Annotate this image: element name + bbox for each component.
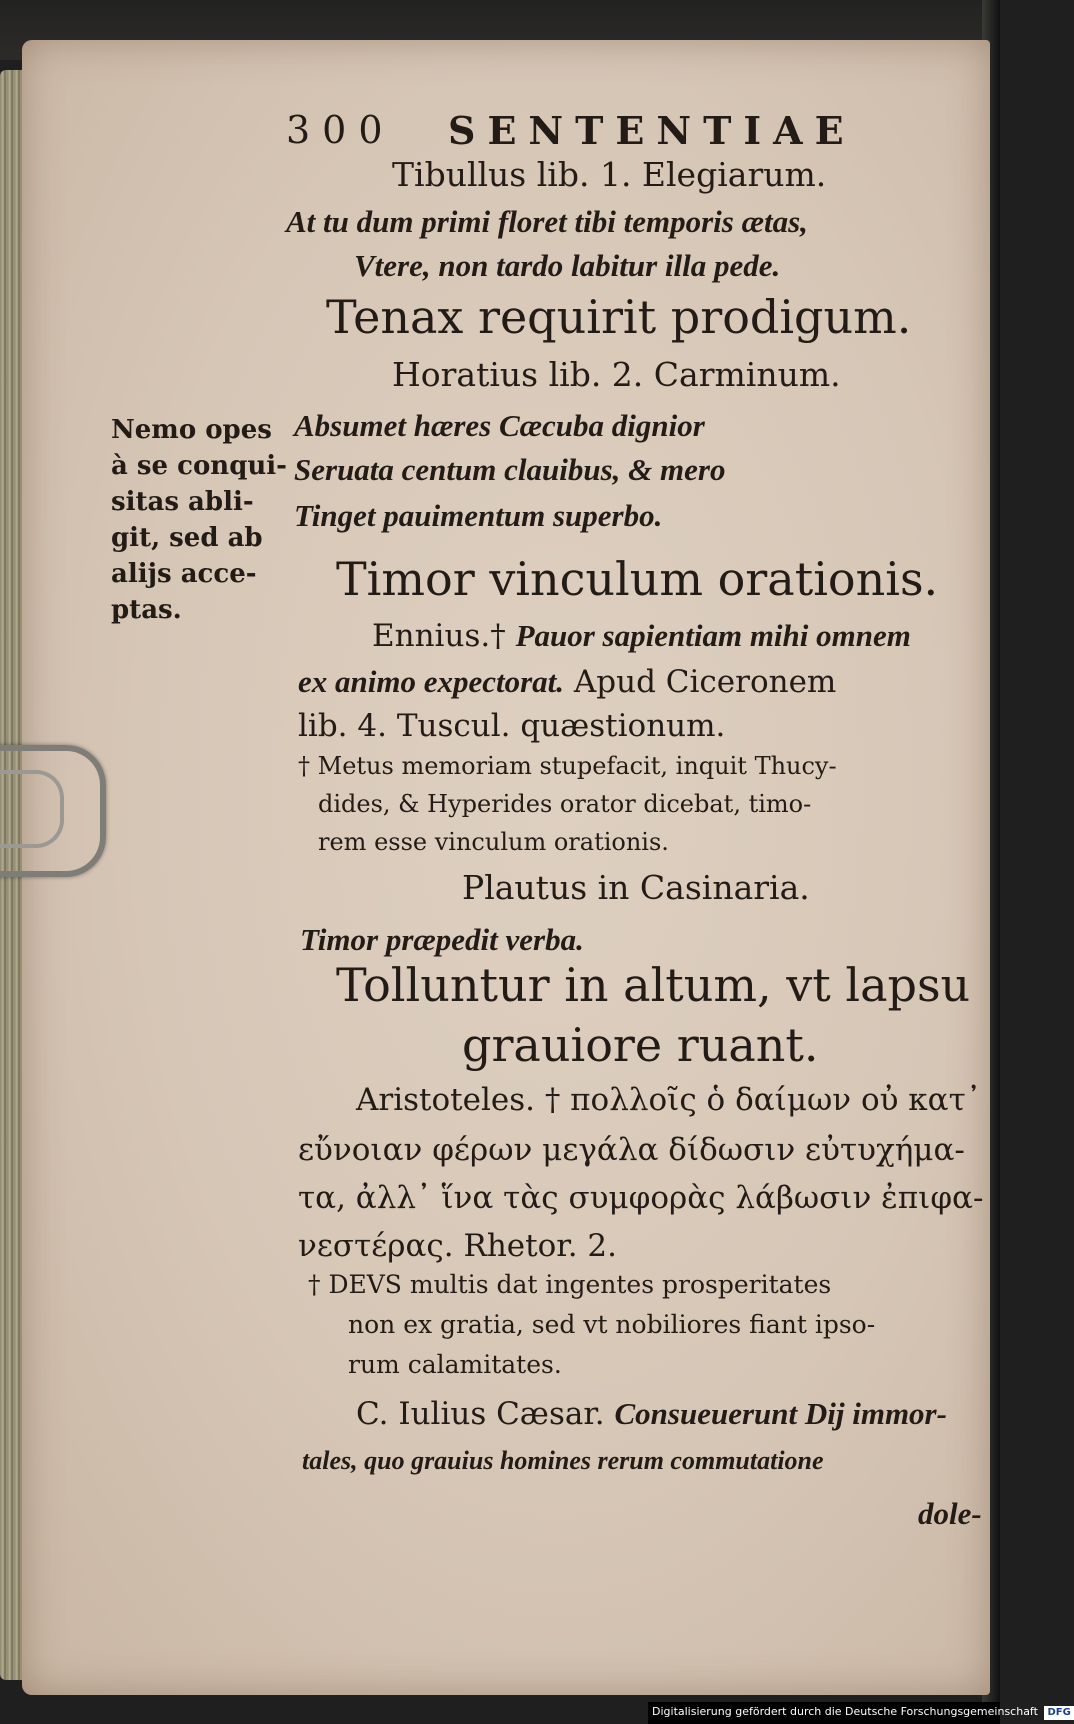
source-heading: Plautus in Casinaria. [462,868,810,907]
sententia-heading: Tolluntur in altum, vt lapsu [336,958,971,1012]
greek-line: εὔνοιαν φέρων μεγάλα δίδωσιν εὐτυχήμα- [298,1132,965,1168]
digitization-credit-text: Digitalisierung gefördert durch die Deutsche Forschungsgemeinschaft [652,1705,1038,1718]
note-line: dides, & Hyperides orator dicebat, timo- [318,790,812,818]
verse-line: Vtere, non tardo labitur illa pede. [354,248,781,283]
note-line: rum calamitates. [348,1350,562,1379]
note-line: † DEVS multis dat ingentes prosperitates [308,1270,832,1299]
quotation-text: Pauor sapientiam mihi omnem [515,618,911,653]
sententia-heading: grauiore ruant. [462,1018,819,1072]
citation-text: lib. 4. Tuscul. quæstionum. [298,708,726,744]
quotation-text: tales, quo grauius homines rerum commutatione [302,1446,824,1475]
page-number: 300 [286,108,395,152]
paper-clip-inner-loop [0,770,64,848]
quotation-text: Timor præpedit verba. [300,922,584,957]
dfg-logo: DFG [1044,1706,1073,1720]
verse-line: At tu dum primi floret tibi temporis ætas, [286,204,808,239]
marginal-note-line: alijs acce- [111,559,257,589]
source-heading: Horatius lib. 2. Carminum. [392,355,841,394]
running-head: SENTENTIAE [448,108,856,153]
catchword: dole- [918,1496,982,1531]
marginal-note-line: ptas. [111,595,182,625]
greek-line: τα, ἀλλ᾽ ἵνα τὰς συμφορὰς λάβωσιν ἐπιφα- [298,1180,984,1216]
sententia-heading: Timor vinculum orationis. [336,552,939,606]
source-heading: Tibullus lib. 1. Elegiarum. [392,155,827,194]
quotation-line [298,664,836,700]
quotation-text: ex animo expectorat. [298,664,565,699]
author-name: C. Iulius Cæsar. [356,1396,615,1432]
sententia-heading: Tenax requirit prodigum. [326,290,912,344]
note-line: † Metus memoriam stupefacit, inquit Thucy- [298,752,837,780]
quotation-line [372,618,911,654]
quotation-text: Consueuerunt Dij immor- [614,1396,947,1431]
note-line: non ex gratia, sed vt nobiliores fiant ipso- [348,1310,876,1339]
marginal-note-line: git, sed ab [111,523,263,553]
verse-line: Absumet hæres Cæcuba dignior [294,408,705,443]
verse-line: Tinget pauimentum superbo. [294,498,663,533]
citation-text: Apud Ciceronem [564,664,837,700]
verse-line: Seruata centum clauibus, & mero [294,452,726,487]
author-name: Ennius.† [372,618,516,654]
marginal-note-line: Nemo opes [111,415,272,445]
quotation-line [356,1396,947,1432]
digitization-credit-bar [648,1702,1071,1724]
greek-line: Aristoteles. † πολλοῖς ὁ δαίμων οὐ κατ᾽ [356,1082,982,1118]
note-line: rem esse vinculum orationis. [318,828,669,856]
marginal-note-line: à se conqui- [111,451,287,481]
greek-line: νεστέρας. Rhetor. 2. [298,1228,617,1264]
marginal-note-line: sitas abli- [111,487,254,517]
